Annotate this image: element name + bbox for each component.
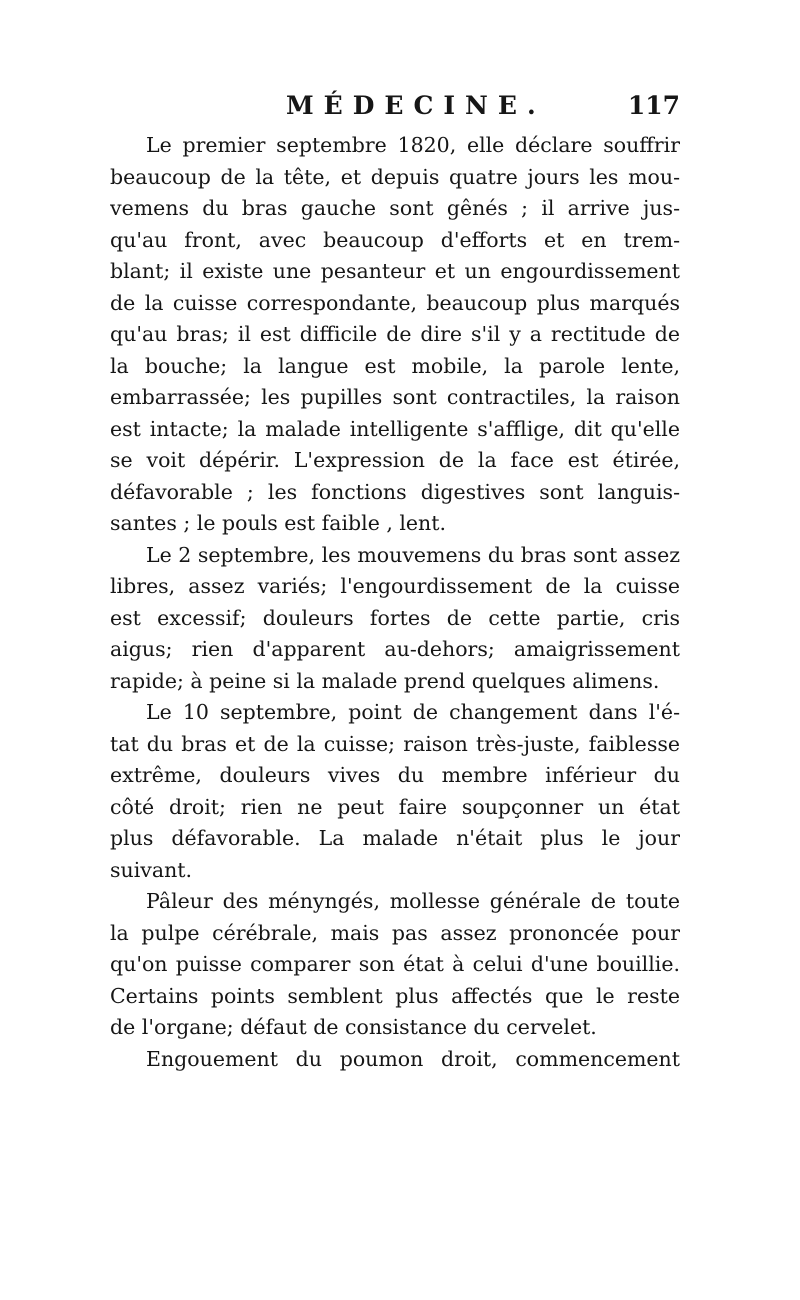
text-line: rapide; à peine si la malade prend quelques alimens. <box>110 668 660 693</box>
body-text <box>110 130 680 1075</box>
text-line: extrême, douleurs vives du membre inférieur du <box>110 763 680 787</box>
paragraph <box>110 1044 680 1076</box>
paragraph <box>110 540 680 698</box>
text-line: blant; il existe une pesanteur et un engourdissement <box>110 259 680 283</box>
text-line: beaucoup de la tête, et depuis quatre jours les mou- <box>110 164 680 189</box>
text-line: de la cuisse correspondante, beaucoup plus marqués <box>110 290 680 315</box>
text-line: plus défavorable. La malade n'était plus le jour <box>110 826 680 850</box>
text-line: santes ; le pouls est faible , lent. <box>110 511 447 535</box>
text-line: qu'au front, avec beaucoup d'efforts et en trem- <box>110 227 680 252</box>
text-line: suivant. <box>110 857 193 882</box>
text-line: Engouement du poumon droit, commencement <box>146 1046 680 1071</box>
text-line: vemens du bras gauche sont gênés ; il arrive jus- <box>110 196 680 220</box>
text-line: défavorable ; les fonctions digestives sont languis- <box>110 479 680 504</box>
text-line: libres, assez variés; l'engourdissement de la cuisse <box>110 574 680 598</box>
text-line: Le 10 septembre, point de changement dans l'é- <box>146 700 680 724</box>
text-line: la pulpe cérébrale, mais pas assez prononcée pour <box>110 920 680 945</box>
paragraph <box>110 886 680 1044</box>
text-line: Certains points semblent plus affectés que le reste <box>110 983 680 1008</box>
text-line: Pâleur des ményngés, mollesse générale de toute <box>146 889 680 913</box>
text-line: embarrassée; les pupilles sont contractiles, la raison <box>110 385 680 409</box>
text-line: tat du bras et de la cuisse; raison très-juste, faiblesse <box>110 731 680 756</box>
text-line: de l'organe; défaut de consistance du cervelet. <box>110 1015 597 1039</box>
text-line: Le 2 septembre, les mouvemens du bras sont assez <box>146 542 680 567</box>
text-line: qu'on puisse comparer son état à celui d'une bouillie. <box>110 952 680 976</box>
page-header <box>110 86 680 126</box>
paragraph <box>110 697 680 886</box>
text-line: Le premier septembre 1820, elle déclare souffrir <box>146 133 680 157</box>
running-head: MÉDECINE. <box>286 91 546 120</box>
text-line: qu'au bras; il est difficile de dire s'il y a rectitude de <box>110 322 680 346</box>
text-line: est intacte; la malade intelligente s'afflige, dit qu'elle <box>110 416 680 441</box>
text-line: la bouche; la langue est mobile, la parole lente, <box>110 353 680 378</box>
page-number: 117 <box>627 91 680 120</box>
text-line: aigus; rien d'apparent au-dehors; amaigrissement <box>110 637 680 661</box>
text-line: côté droit; rien ne peut faire soupçonner un état <box>110 794 680 819</box>
text-line: se voit dépérir. L'expression de la face est étirée, <box>110 448 680 472</box>
paragraph <box>110 130 680 540</box>
text-line: est excessif; douleurs fortes de cette partie, cris <box>110 605 680 630</box>
